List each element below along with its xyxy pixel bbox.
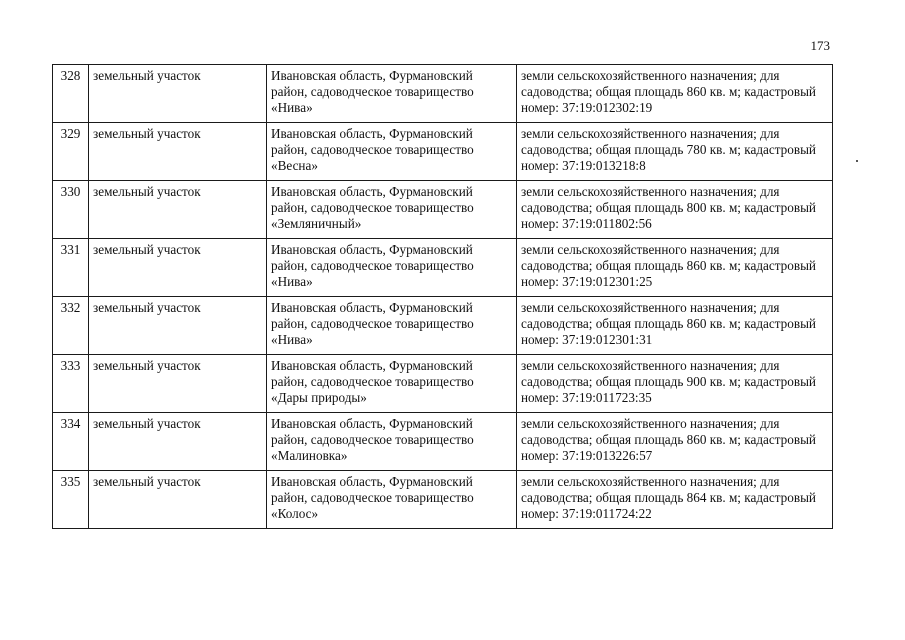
table-row	[53, 355, 833, 413]
row-number: 329	[53, 123, 89, 181]
row-number: 332	[53, 297, 89, 355]
object-description: земли сельскохозяйственного назначения; для садоводства; общая площадь 780 кв. м; кадастровый номер: 37:19:013218:8	[517, 123, 833, 181]
row-number: 335	[53, 471, 89, 529]
object-type: земельный участок	[89, 181, 267, 239]
row-number: 330	[53, 181, 89, 239]
table-row	[53, 123, 833, 181]
table-row	[53, 471, 833, 529]
object-type: земельный участок	[89, 471, 267, 529]
object-location: Ивановская область, Фурмановский район, садоводческое товарищество «Земляничный»	[267, 181, 517, 239]
object-description: земли сельскохозяйственного назначения; для садоводства; общая площадь 860 кв. м; кадастровый номер: 37:19:012301:25	[517, 239, 833, 297]
object-location: Ивановская область, Фурмановский район, садоводческое товарищество «Малиновка»	[267, 413, 517, 471]
object-description: земли сельскохозяйственного назначения; для садоводства; общая площадь 860 кв. м; кадастровый номер: 37:19:012302:19	[517, 65, 833, 123]
object-location: Ивановская область, Фурмановский район, садоводческое товарищество «Нива»	[267, 297, 517, 355]
object-description: земли сельскохозяйственного назначения; для садоводства; общая площадь 860 кв. м; кадастровый номер: 37:19:013226:57	[517, 413, 833, 471]
object-type: земельный участок	[89, 123, 267, 181]
scan-speck	[856, 160, 858, 162]
table-row	[53, 239, 833, 297]
row-number: 328	[53, 65, 89, 123]
table-row	[53, 413, 833, 471]
table-row	[53, 181, 833, 239]
object-description: земли сельскохозяйственного назначения; для садоводства; общая площадь 860 кв. м; кадастровый номер: 37:19:012301:31	[517, 297, 833, 355]
object-type: земельный участок	[89, 355, 267, 413]
object-description: земли сельскохозяйственного назначения; для садоводства; общая площадь 800 кв. м; кадастровый номер: 37:19:011802:56	[517, 181, 833, 239]
page-number: 173	[810, 38, 830, 53]
land-plot-table	[52, 64, 833, 529]
object-description: земли сельскохозяйственного назначения; для садоводства; общая площадь 900 кв. м; кадастровый номер: 37:19:011723:35	[517, 355, 833, 413]
object-type: земельный участок	[89, 65, 267, 123]
row-number: 331	[53, 239, 89, 297]
table-row	[53, 65, 833, 123]
object-location: Ивановская область, Фурмановский район, садоводческое товарищество «Дары природы»	[267, 355, 517, 413]
object-type: земельный участок	[89, 297, 267, 355]
object-location: Ивановская область, Фурмановский район, садоводческое товарищество «Колос»	[267, 471, 517, 529]
row-number: 333	[53, 355, 89, 413]
object-type: земельный участок	[89, 413, 267, 471]
object-location: Ивановская область, Фурмановский район, садоводческое товарищество «Весна»	[267, 123, 517, 181]
object-location: Ивановская область, Фурмановский район, садоводческое товарищество «Нива»	[267, 239, 517, 297]
object-type: земельный участок	[89, 239, 267, 297]
table-row	[53, 297, 833, 355]
object-description: земли сельскохозяйственного назначения; для садоводства; общая площадь 864 кв. м; кадастровый номер: 37:19:011724:22	[517, 471, 833, 529]
object-location: Ивановская область, Фурмановский район, садоводческое товарищество «Нива»	[267, 65, 517, 123]
row-number: 334	[53, 413, 89, 471]
